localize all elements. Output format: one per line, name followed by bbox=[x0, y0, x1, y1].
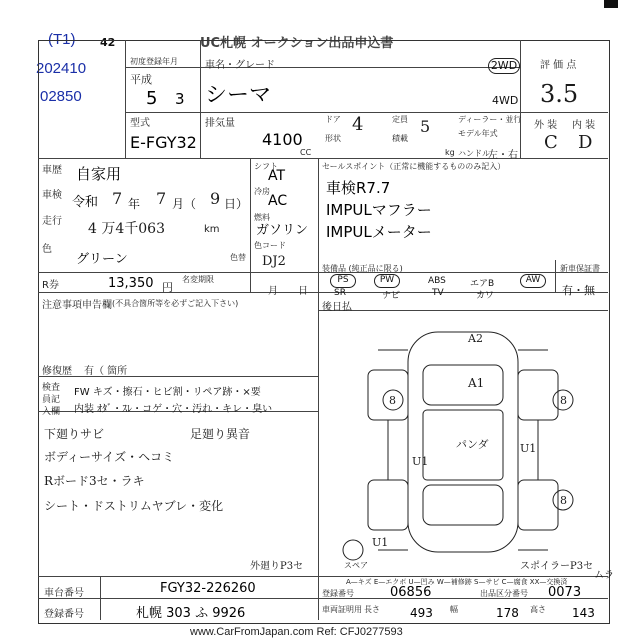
equip-tv: TV bbox=[432, 288, 444, 298]
color-value: グリーン bbox=[76, 252, 128, 267]
sales-point-2: IMPULマフラー bbox=[326, 201, 432, 219]
remark-3: Rボード3セ・ラキ bbox=[44, 474, 145, 488]
remark-2: ボディーサイズ・ヘコミ bbox=[44, 450, 175, 464]
ref-code-1: (T1) bbox=[48, 31, 76, 48]
model-label: 型式 bbox=[130, 118, 150, 129]
inspection-m-unit: 月（ bbox=[172, 197, 197, 211]
capacity-value: 5 bbox=[420, 117, 431, 136]
dims-width: 178 bbox=[496, 606, 519, 620]
usage-label: 車歴 bbox=[42, 165, 62, 176]
aircon-label: 冷房 bbox=[254, 187, 270, 196]
equip-ps: PS bbox=[330, 274, 356, 288]
dims-l-label: 長さ bbox=[364, 605, 380, 614]
repair-label: 修復歴 bbox=[42, 366, 72, 377]
color-code-label: 色替 bbox=[230, 253, 246, 262]
diag-top: A2 bbox=[468, 332, 483, 345]
ref-code-2: 202410 bbox=[36, 60, 87, 77]
drive-2wd: 2WD bbox=[488, 58, 520, 74]
equip-abs: ABS bbox=[428, 276, 446, 286]
capacity-load: 積載 bbox=[392, 134, 408, 143]
drive-4wd: 4WD bbox=[492, 94, 519, 107]
shift-label: シフト bbox=[254, 162, 278, 171]
sales-label: セールスポイント（正常に機能するもののみ記入） bbox=[322, 162, 506, 171]
equip-airbag: エアB bbox=[470, 279, 495, 289]
reg-month: 3 bbox=[175, 90, 185, 108]
capacity-label: 定員 bbox=[392, 115, 408, 124]
notes-label: 注意事項申告欄 bbox=[42, 300, 112, 311]
register-label: 登録番号 bbox=[322, 589, 354, 598]
register-sub-label: 出品区分番号 bbox=[480, 589, 528, 598]
rating-value: 3.5 bbox=[540, 80, 579, 108]
inspector-line-1: FW キズ・擦石・ヒビ割・リペア跡・×要 bbox=[74, 387, 261, 398]
inspection-label: 車検 bbox=[42, 190, 62, 201]
color-label: 色 bbox=[42, 244, 52, 255]
equip-sr: SR bbox=[334, 288, 346, 298]
header-num: 42 bbox=[100, 36, 116, 49]
tax-label: 名変期限 bbox=[182, 275, 214, 284]
diag-u1b: U1 bbox=[520, 442, 537, 455]
dims-height: 143 bbox=[572, 606, 595, 620]
ref-code-3: 02850 bbox=[40, 88, 82, 105]
remark-4: シート・ドストリムヤブレ・変化 bbox=[44, 499, 224, 513]
register-value: 06856 bbox=[390, 585, 432, 600]
dealer-side: 左・右 bbox=[488, 150, 518, 161]
tax-day: 日 bbox=[298, 286, 308, 297]
doors-shape: 形状 bbox=[325, 134, 341, 143]
inspector-label: 検査員記入欄 bbox=[42, 383, 61, 417]
rating-int-label: 内 装 bbox=[572, 120, 596, 131]
diag-b: パンダ bbox=[456, 438, 489, 451]
car-label: 車名・グレード bbox=[205, 60, 275, 71]
equip-aw: AW bbox=[520, 274, 546, 288]
inspection-year: 7 bbox=[112, 189, 123, 208]
chassis-value: FGY32-226260 bbox=[160, 581, 256, 596]
warranty-label: 新車保証書 bbox=[560, 264, 600, 273]
recycle-unit: 円 bbox=[162, 281, 173, 294]
recycle-value: 13,350 bbox=[108, 276, 154, 291]
engine-value: 4100 bbox=[262, 130, 303, 149]
equip-navi: ナビ bbox=[382, 291, 401, 301]
inspection-day: 9 bbox=[210, 189, 221, 208]
equip-pw: PW bbox=[374, 274, 400, 288]
inspection-era: 令和 bbox=[72, 195, 99, 210]
equip-label: 装備品 (純正品に限る) bbox=[322, 264, 403, 273]
warranty-value: 有・無 bbox=[562, 284, 595, 297]
remark-1: 下廻りサビ bbox=[44, 427, 105, 441]
reg-year: 5 bbox=[146, 88, 158, 109]
shift-value: AT bbox=[268, 168, 286, 184]
diag-u1a: U1 bbox=[412, 455, 429, 468]
model-value: E-FGY32 bbox=[130, 133, 197, 152]
engine-unit: CC bbox=[300, 148, 312, 157]
usage-value: 自家用 bbox=[76, 165, 122, 183]
diag-s8c: 8 bbox=[560, 494, 567, 507]
diag-bumper-2: スポイラーP3セ bbox=[520, 561, 594, 572]
notes-sub: (不具合箇所等を必ずご記入下さい) bbox=[112, 299, 239, 308]
diag-s8a: 8 bbox=[389, 394, 396, 407]
sales-point-1: 車検R7.7 bbox=[326, 179, 391, 197]
diag-s8b: 8 bbox=[560, 394, 567, 407]
diag-spare: スペア bbox=[344, 561, 368, 570]
footer-watermark: www.CarFromJapan.com Ref: CFJ0277593 bbox=[190, 626, 403, 638]
sales-point-3: IMPULメーター bbox=[326, 223, 432, 241]
equip-leather: カワ bbox=[476, 291, 495, 301]
rating-int: D bbox=[578, 132, 593, 153]
plate-label: 登録番号 bbox=[44, 609, 84, 620]
mileage-label: 走行 bbox=[42, 216, 62, 227]
rating-ext: C bbox=[544, 132, 558, 153]
repair-value: 有（ 箇所 bbox=[84, 366, 128, 377]
car-name: シーマ bbox=[205, 83, 272, 108]
engine-label: 排気量 bbox=[205, 118, 235, 129]
dims-label: 車両証明用 bbox=[322, 605, 362, 614]
inspection-y-unit: 年 bbox=[128, 197, 141, 211]
recycle-label: R券 bbox=[42, 280, 59, 291]
inspection-d-unit: 日） bbox=[224, 197, 249, 211]
diag-bumper: 外廻りP3セ bbox=[250, 561, 304, 572]
plate-value: 札幌 303 ふ 9926 bbox=[136, 606, 246, 621]
diag-roof: A1 bbox=[468, 376, 485, 390]
header-title: UC札幌 オークション出品申込書 bbox=[200, 36, 394, 51]
mileage-unit: km bbox=[204, 224, 220, 235]
register-sub-value: 0073 bbox=[548, 585, 582, 600]
chassis-label: 車台番号 bbox=[44, 588, 84, 599]
remark-right: 足廻り異音 bbox=[190, 427, 251, 441]
dealer-label: ディーラー・並行 bbox=[458, 115, 522, 124]
reg-era: 平成 bbox=[130, 73, 152, 86]
doors-value: 4 bbox=[352, 114, 364, 135]
capacity-unit: kg bbox=[445, 148, 455, 157]
inspector-line-2: 内装 ｵﾀﾞ・ｽﾚ・コゲ・穴・汚れ・キレ・臭い bbox=[74, 404, 273, 415]
diag-u1c: U1 bbox=[372, 536, 389, 549]
aircon-value: AC bbox=[268, 193, 288, 209]
fuel-value: ガソリン bbox=[256, 223, 309, 238]
rear-seat-label: 後日払 bbox=[322, 302, 352, 313]
corner-mark bbox=[604, 0, 618, 8]
damage-legend: A—キズ E—エクボ U—凹み W—補修跡 S—サビ C—腐食 XX—交換済 bbox=[346, 578, 568, 586]
dealer-handle: ハンドル bbox=[458, 149, 490, 158]
doors-label: ドア bbox=[325, 115, 341, 124]
dims-w-label: 幅 bbox=[450, 605, 458, 614]
dims-length: 493 bbox=[410, 606, 433, 620]
dealer-model-year: モデル年式 bbox=[458, 129, 498, 138]
rating-label: 評 価 点 bbox=[540, 60, 577, 71]
colorcode-label: 色コード bbox=[254, 241, 286, 250]
rating-ext-label: 外 装 bbox=[534, 120, 558, 131]
mileage-value: 4 万4千063 bbox=[88, 221, 165, 237]
color-code: DJ2 bbox=[262, 254, 286, 269]
inspection-month: 7 bbox=[156, 189, 167, 208]
dims-h-label: 高さ bbox=[530, 605, 546, 614]
tax-month: 月 bbox=[268, 286, 278, 297]
fuel-label: 燃料 bbox=[254, 213, 270, 222]
reg-label: 初度登録年月 bbox=[130, 57, 178, 66]
diag-mura: ムラ bbox=[594, 570, 614, 581]
